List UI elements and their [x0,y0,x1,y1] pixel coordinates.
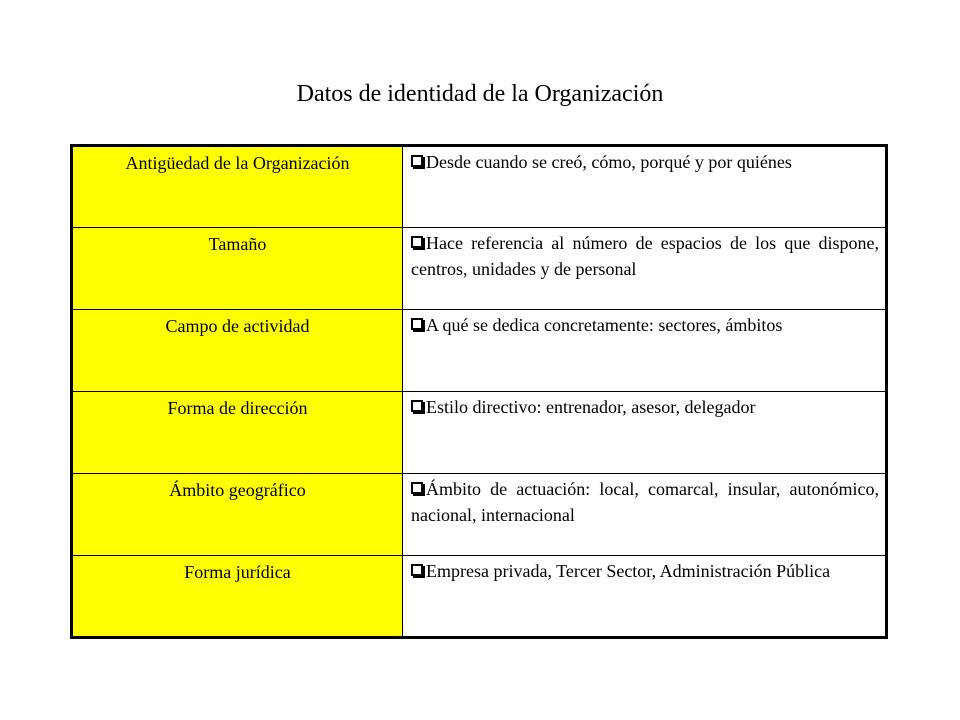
row-description [403,146,887,228]
row-description [403,474,887,556]
square-bullet-icon [411,400,423,412]
row-label-forma-juridica: Forma jurídica [72,556,403,638]
description-text: A qué se dedica concretamente: sectores, ámbitos [426,315,783,335]
table-row [72,392,887,474]
row-label-tamano: Tamaño [72,228,403,310]
description-text: Empresa privada, Tercer Sector, Administración Pública [426,561,831,581]
row-description [403,556,887,638]
row-label-antiguedad: Antigüedad de la Organización [72,146,403,228]
table-row [72,556,887,638]
row-label-ambito: Ámbito geográfico [72,474,403,556]
table-row [72,146,887,228]
square-bullet-icon [411,482,423,494]
description-text: Hace referencia al número de espacios de los que dispone, centros, unidades y de personal [411,233,879,279]
square-bullet-icon [411,318,423,330]
square-bullet-icon [411,155,423,167]
row-description [403,392,887,474]
table-row [72,310,887,392]
description-text: Desde cuando se creó, cómo, porqué y por quiénes [426,152,792,172]
identity-table [70,144,888,639]
square-bullet-icon [411,564,423,576]
square-bullet-icon [411,236,423,248]
row-description [403,228,887,310]
page-title: Datos de identidad de la Organización [296,81,664,107]
row-label-direccion: Forma de dirección [72,392,403,474]
row-description [403,310,887,392]
table-row [72,474,887,556]
row-label-campo: Campo de actividad [72,310,403,392]
description-text: Ámbito de actuación: local, comarcal, insular, autonómico, nacional, internacional [411,479,879,525]
table-row [72,228,887,310]
description-text: Estilo directivo: entrenador, asesor, delegador [426,397,756,417]
